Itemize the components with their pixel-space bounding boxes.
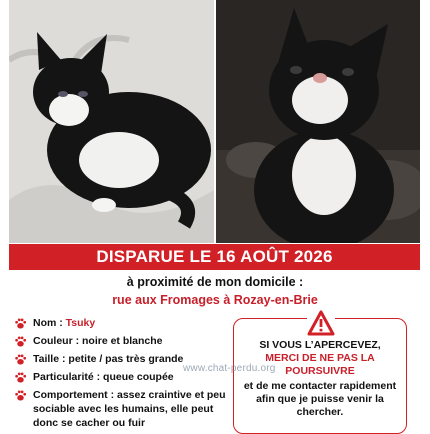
cat-photo-left: [9, 0, 214, 243]
location-street: rue aux Fromages à Rozay-en-Brie: [112, 293, 318, 307]
alert-instruction: et de me contacter rapidement afin que je puisse venir la chercher.: [243, 380, 397, 418]
missing-date-banner: DISPARUE LE 16 AOÛT 2026: [9, 244, 420, 270]
alert-heading: SI VOUS L’APERCEVEZ,: [259, 339, 381, 351]
paw-icon: [14, 335, 27, 348]
watermark: www.chat-perdu.org: [183, 363, 276, 374]
detail-label: Taille :: [33, 353, 69, 365]
detail-value: noire et blanche: [82, 335, 163, 347]
cat-details-list: [14, 316, 226, 434]
alert-box: [233, 318, 407, 434]
detail-behavior: [14, 388, 226, 430]
paw-icon: [14, 317, 27, 330]
detail-label: Particularité :: [33, 371, 104, 383]
cat-lying-on-blanket-image: [9, 0, 214, 243]
location-intro: à proximité de mon domicile :: [126, 275, 304, 289]
alert-warning: MERCI DE NE PAS LA POURSUIVRE: [265, 352, 375, 377]
detail-label: Comportement :: [33, 389, 117, 401]
warning-triangle-icon: [307, 310, 335, 336]
detail-label: Nom :: [33, 317, 66, 329]
paw-icon: [14, 371, 27, 384]
paw-icon: [14, 353, 27, 366]
detail-color: [14, 334, 226, 348]
detail-value: Tsuky: [65, 317, 96, 329]
detail-value: assez craintive et peu sociable avec les humains, elle peut donc se cacher ou fuir: [33, 389, 226, 429]
detail-value: queue coupée: [103, 371, 174, 383]
detail-label: Couleur :: [33, 335, 82, 347]
detail-name: [14, 316, 226, 330]
cat-looking-up-image: [216, 0, 420, 243]
paw-icon: [14, 389, 27, 402]
cat-photo-right: [216, 0, 420, 243]
detail-value: petite / pas très grande: [68, 353, 184, 365]
